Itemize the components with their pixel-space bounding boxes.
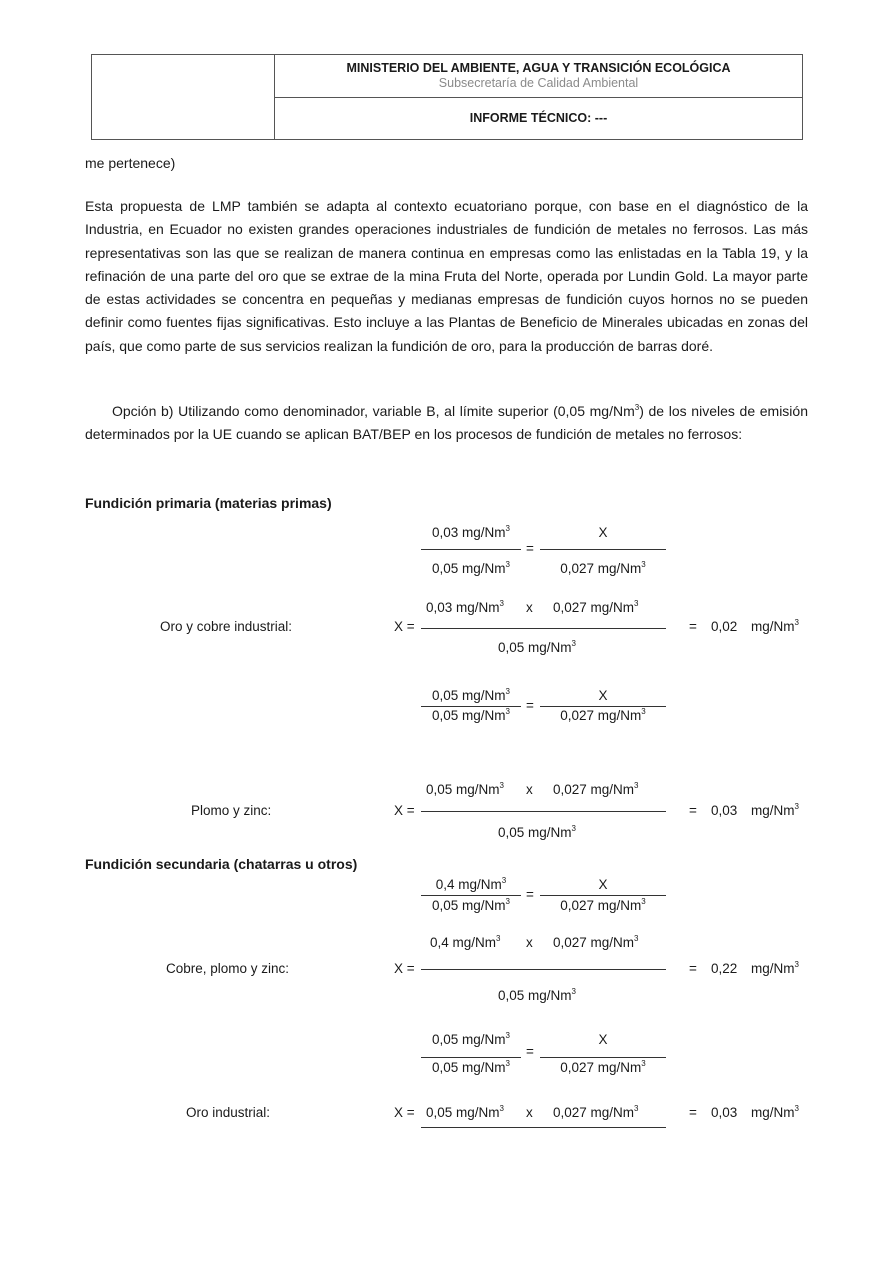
- superscript: 3: [641, 1059, 646, 1068]
- superscript: 3: [496, 934, 501, 943]
- superscript: 3: [634, 599, 639, 608]
- rhs-denominator: [540, 1060, 666, 1075]
- result-value: 0,22: [711, 961, 738, 976]
- equals-sign: =: [526, 698, 534, 713]
- header-title-cell: [275, 55, 802, 98]
- times-sign: x: [526, 935, 533, 950]
- superscript: 3: [505, 1059, 510, 1068]
- paragraph-option-b-part1: Opción b) Utilizando como denominador, variable B, al límite superior (0,05 mg/Nm: [112, 403, 635, 419]
- times-sign: x: [526, 1105, 533, 1120]
- text-part: 0,027 mg/Nm: [553, 935, 635, 950]
- ratio-denominator: [421, 561, 521, 576]
- divisor: [498, 640, 576, 655]
- times-sign: x: [526, 782, 533, 797]
- text-part: 0,05 mg/Nm: [432, 898, 506, 913]
- ratio-numerator: [421, 877, 521, 892]
- rhs-denominator: [540, 898, 666, 913]
- text-part: 0,05 mg/Nm: [432, 708, 506, 723]
- x-equals: X =: [394, 1105, 415, 1120]
- text-part: mg/Nm: [751, 1105, 795, 1120]
- rhs-numerator: X: [598, 688, 608, 703]
- text-part: 0,027 mg/Nm: [560, 708, 642, 723]
- x-equals: X =: [394, 619, 415, 634]
- result-unit: [751, 1105, 799, 1120]
- result-value: 0,02: [711, 619, 738, 634]
- result-value: 0,03: [711, 803, 738, 818]
- fraction-line: [540, 1057, 666, 1058]
- equals-sign: =: [526, 887, 534, 902]
- text-part: 0,4 mg/Nm: [430, 935, 497, 950]
- text-part: 0,05 mg/Nm: [432, 561, 506, 576]
- text-part: 0,03 mg/Nm: [426, 600, 500, 615]
- calc-label: Plomo y zinc:: [191, 803, 272, 818]
- text-part: 0,027 mg/Nm: [553, 1105, 635, 1120]
- product-a: [426, 600, 504, 615]
- fraction-line: [421, 895, 521, 896]
- report-id: INFORME TÉCNICO: ---: [469, 111, 608, 125]
- superscript: 3: [505, 1031, 510, 1040]
- fraction-line: [421, 1057, 521, 1058]
- product-b: [553, 1105, 639, 1120]
- fraction-line: [540, 549, 666, 550]
- text-part: mg/Nm: [751, 619, 795, 634]
- fraction-line: [421, 628, 666, 629]
- superscript: 3: [505, 560, 510, 569]
- rhs-numerator: X: [598, 525, 608, 540]
- superscript: 3: [641, 707, 646, 716]
- superscript: 3: [571, 639, 576, 648]
- section-heading-primary: Fundición primaria (materias primas): [85, 495, 332, 511]
- text-part: mg/Nm: [751, 803, 795, 818]
- text-part: 0,05 mg/Nm: [432, 688, 506, 703]
- ratio-denominator: [421, 708, 521, 723]
- superscript: 3: [794, 618, 799, 627]
- text-part: 0,05 mg/Nm: [426, 1105, 500, 1120]
- paragraph-context: Esta propuesta de LMP también se adapta al contexto ecuatoriano porque, con base en el diagnóstico de la Industria, en Ecuador no existen grandes operaciones industriales de fundición de metales no ferrosos. Las más representativas son las que se realizan de manera continua en empresas como las enlistadas en la Tabla 19, y la refinación de una parte del oro que se extrae de la mina Fruta del Norte, operada por Lundin Gold. La mayor parte de estas actividades se concentra en pequeñas y medianas empresas de fundición cuyos hornos no se pueden definir como fuentes fijas significativas. Esto incluye a las Plantas de Beneficio de Minerales ubicadas en zonas del país, que como parte de sus servicios realizan la fundición de oro, para la producción de barras doré.: [85, 198, 808, 354]
- text-fragment: me pertenece): [85, 155, 176, 171]
- product-a: [426, 1105, 504, 1120]
- product-b: [553, 782, 639, 797]
- superscript: 3: [571, 824, 576, 833]
- subsecretaria-title: Subsecretaría de Calidad Ambiental: [438, 76, 639, 90]
- superscript: 3: [634, 1104, 639, 1113]
- superscript: 3: [641, 897, 646, 906]
- rhs-denominator: [540, 561, 666, 576]
- fraction-line: [540, 706, 666, 707]
- superscript: 3: [499, 599, 504, 608]
- ministry-title: MINISTERIO DEL AMBIENTE, AGUA Y TRANSICIÓN ECOLÓGICA: [346, 61, 731, 75]
- text-part: 0,05 mg/Nm: [432, 1032, 506, 1047]
- divisor: [498, 988, 576, 1003]
- document-header: [91, 54, 803, 140]
- paragraph-option-b: [85, 400, 808, 447]
- ratio-numerator: [421, 1032, 521, 1047]
- paragraph-option-b-part2: ) de los niveles de emisión determinados por la UE cuando se aplican BAT/BEP en los procesos de fundición de metales no ferrosos:: [85, 403, 808, 443]
- fraction-line: [421, 549, 521, 550]
- superscript: 3: [505, 687, 510, 696]
- equals-sign: =: [689, 803, 697, 818]
- text-part: 0,027 mg/Nm: [560, 561, 642, 576]
- equals-sign: =: [689, 619, 697, 634]
- x-equals: X =: [394, 803, 415, 818]
- superscript: 3: [499, 781, 504, 790]
- ratio-denominator: [421, 1060, 521, 1075]
- superscript: 3: [505, 524, 510, 533]
- calc-label: Cobre, plomo y zinc:: [166, 961, 290, 976]
- superscript: 3: [634, 403, 640, 412]
- product-a: [430, 935, 500, 950]
- superscript: 3: [794, 1104, 799, 1113]
- superscript: 3: [634, 934, 639, 943]
- text-part: 0,03 mg/Nm: [432, 525, 506, 540]
- text-part: 0,027 mg/Nm: [560, 1060, 642, 1075]
- text-part: 0,05 mg/Nm: [498, 988, 572, 1003]
- fraction-line: [540, 895, 666, 896]
- equals-sign: =: [689, 1105, 697, 1120]
- text-part: 0,05 mg/Nm: [498, 640, 572, 655]
- superscript: 3: [641, 560, 646, 569]
- text-part: 0,027 mg/Nm: [560, 898, 642, 913]
- product-b: [553, 935, 639, 950]
- result-unit: [751, 803, 799, 818]
- times-sign: x: [526, 600, 533, 615]
- rhs-numerator: X: [598, 1032, 608, 1047]
- superscript: 3: [634, 781, 639, 790]
- superscript: 3: [794, 960, 799, 969]
- ratio-numerator: [421, 525, 521, 540]
- equals-sign: =: [526, 1044, 534, 1059]
- superscript: 3: [794, 802, 799, 811]
- fraction-line: [421, 811, 666, 812]
- text-part: 0,05 mg/Nm: [498, 825, 572, 840]
- calc-label: Oro y cobre industrial:: [160, 619, 293, 634]
- text-part: 0,05 mg/Nm: [426, 782, 500, 797]
- result-value: 0,03: [711, 1105, 738, 1120]
- equals-sign: =: [689, 961, 697, 976]
- ratio-numerator: [421, 688, 521, 703]
- fraction-line: [421, 1127, 666, 1128]
- text-part: 0,4 mg/Nm: [435, 877, 502, 892]
- rhs-denominator: [540, 708, 666, 723]
- text-part: 0,05 mg/Nm: [432, 1060, 506, 1075]
- superscript: 3: [505, 707, 510, 716]
- result-unit: [751, 619, 799, 634]
- ratio-denominator: [421, 898, 521, 913]
- divisor: [498, 825, 576, 840]
- calc-label: Oro industrial:: [186, 1105, 271, 1120]
- header-logo-cell: [92, 55, 275, 139]
- text-part: 0,027 mg/Nm: [553, 600, 635, 615]
- superscript: 3: [499, 1104, 504, 1113]
- x-equals: X =: [394, 961, 415, 976]
- product-b: [553, 600, 639, 615]
- equals-sign: =: [526, 541, 534, 556]
- rhs-numerator: X: [598, 877, 608, 892]
- superscript: 3: [501, 876, 507, 885]
- result-unit: [751, 961, 799, 976]
- text-part: mg/Nm: [751, 961, 795, 976]
- fraction-line: [421, 969, 666, 970]
- superscript: 3: [505, 897, 510, 906]
- product-a: [426, 782, 504, 797]
- section-heading-secondary: Fundición secundaria (chatarras u otros): [85, 856, 358, 872]
- header-report-cell: [275, 98, 802, 139]
- text-part: 0,027 mg/Nm: [553, 782, 635, 797]
- superscript: 3: [571, 987, 576, 996]
